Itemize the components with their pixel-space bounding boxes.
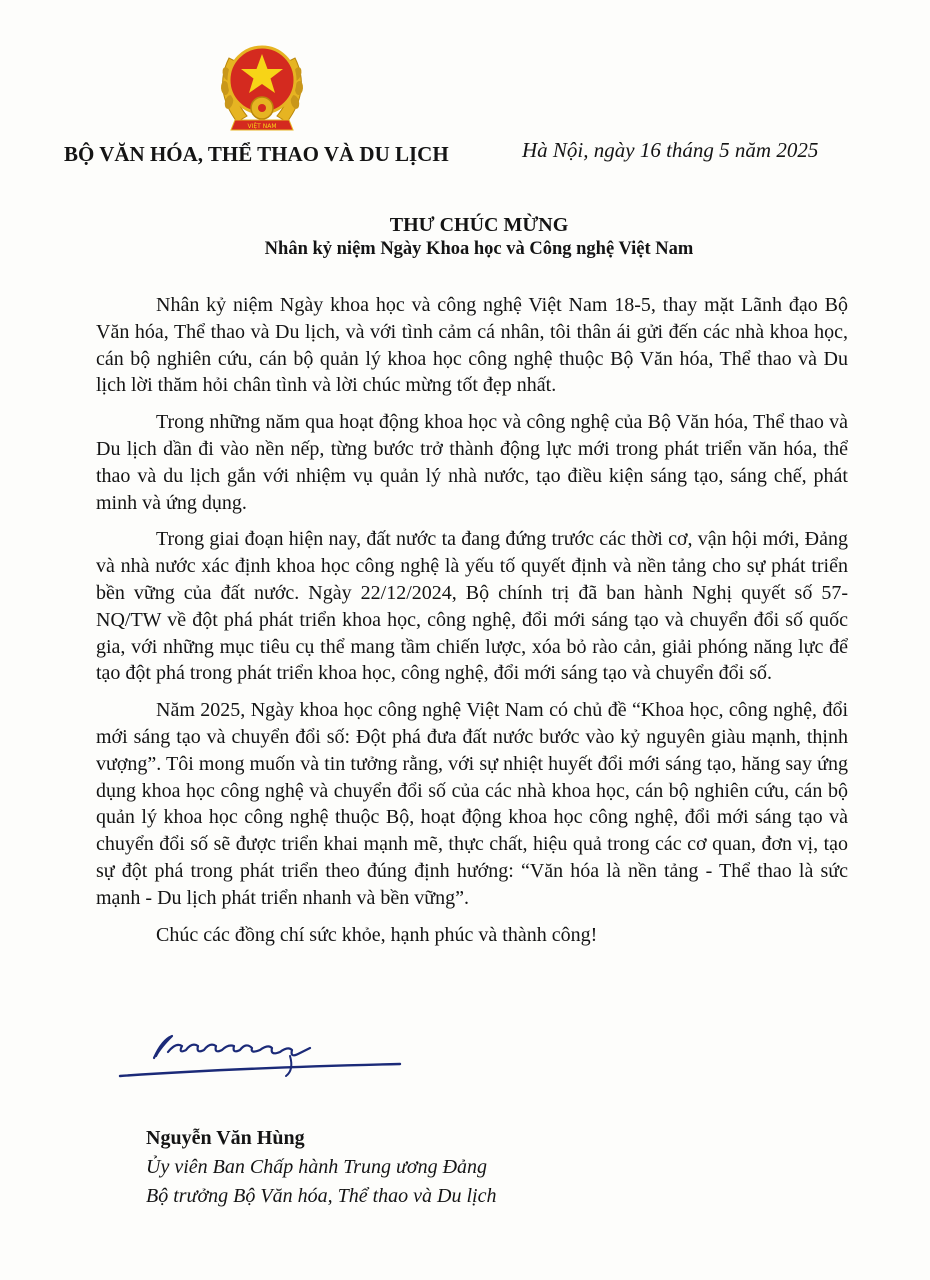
national-emblem xyxy=(207,30,317,140)
national-emblem-icon xyxy=(207,30,317,140)
signer-position-1: Ủy viên Ban Chấp hành Trung ương Đảng xyxy=(146,1156,488,1178)
signer-position-2: Bộ trưởng Bộ Văn hóa, Thể thao và Du lịch xyxy=(146,1185,497,1207)
paragraph: Trong những năm qua hoạt động khoa học và công nghệ của Bộ Văn hóa, Thể thao và Du lịch dần đi vào nền nếp, từng bước trở thành động lực mới trong phát triển văn hóa, thể thao và du lịch gắn với nhiệm vụ quản lý nhà nước, tạo điều kiện sáng tạo, sáng chế, phát minh và ứng dụng. xyxy=(96,411,848,514)
place-date: Hà Nội, ngày 16 tháng 5 năm 2025 xyxy=(522,138,819,162)
letter-subtitle: Nhân kỷ niệm Ngày Khoa học và Công nghệ Việt Nam xyxy=(264,239,694,259)
letter-title: THƯ CHÚC MỪNG xyxy=(389,214,569,236)
paragraph: Trong giai đoạn hiện nay, đất nước ta đang đứng trước các thời cơ, vận hội mới, Đảng và nhà nước xác định khoa học công nghệ là yếu tố quyết định và nền tảng cho sự phát triển bền vững của đất nước. Ngày 22/12/2024, Bộ chính trị đã ban hành Nghị quyết số 57-NQ/TW về đột phá phát triển khoa học, công nghệ, đổi mới sáng tạo và chuyển đổi số quốc gia, với những mục tiêu cụ thể mang tầm chiến lược, xóa bỏ rào cản, giải phóng năng lực để tạo đột phá trong phát triển khoa học, công nghệ, đổi mới sáng tạo và chuyển đổi số. xyxy=(96,528,848,685)
letter-body xyxy=(96,292,848,958)
signer-name: Nguyễn Văn Hùng xyxy=(146,1127,305,1149)
paragraph: Năm 2025, Ngày khoa học công nghệ Việt Nam có chủ đề “Khoa học, công nghệ, đổi mới sáng tạo và chuyển đổi số: Đột phá đưa đất nước bước vào kỷ nguyên giàu mạnh, thịnh vượng”. Tôi mong muốn và tin tưởng rằng, với sự nhiệt huyết đổi mới sáng tạo, hăng say ứng dụng khoa học công nghệ và chuyển đổi số của các nhà khoa học, cán bộ nghiên cứu, cán bộ quản lý khoa học công nghệ thuộc Bộ, hoạt động khoa học công nghệ, đổi mới sáng tạo và chuyển đổi số sẽ được triển khai mạnh mẽ, thực chất, hiệu quả trong các cơ quan, đơn vị, tạo sự đột phá trong phát triển theo đúng định hướng: “Văn hóa là nền tảng - Thể thao là sức mạnh - Du lịch phát triển nhanh và bền vững”. xyxy=(96,699,848,909)
closing-wish: Chúc các đồng chí sức khỏe, hạnh phúc và thành công! xyxy=(156,923,598,946)
svg-text:VIỆT NAM: VIỆT NAM xyxy=(247,123,277,130)
paragraph: Nhân kỷ niệm Ngày khoa học và công nghệ Việt Nam 18-5, thay mặt Lãnh đạo Bộ Văn hóa, Thể thao và Du lịch, và với tình cảm cá nhân, tôi thân ái gửi đến các nhà khoa học, cán bộ nghiên cứu, cán bộ quản lý khoa học công nghệ thuộc Bộ Văn hóa, Thể thao và Du lịch lời thăm hỏi chân tình và lời chúc mừng tốt đẹp nhất. xyxy=(96,294,848,397)
organization-name: BỘ VĂN HÓA, THỂ THAO VÀ DU LỊCH xyxy=(64,142,449,166)
handwritten-signature xyxy=(112,1020,412,1090)
